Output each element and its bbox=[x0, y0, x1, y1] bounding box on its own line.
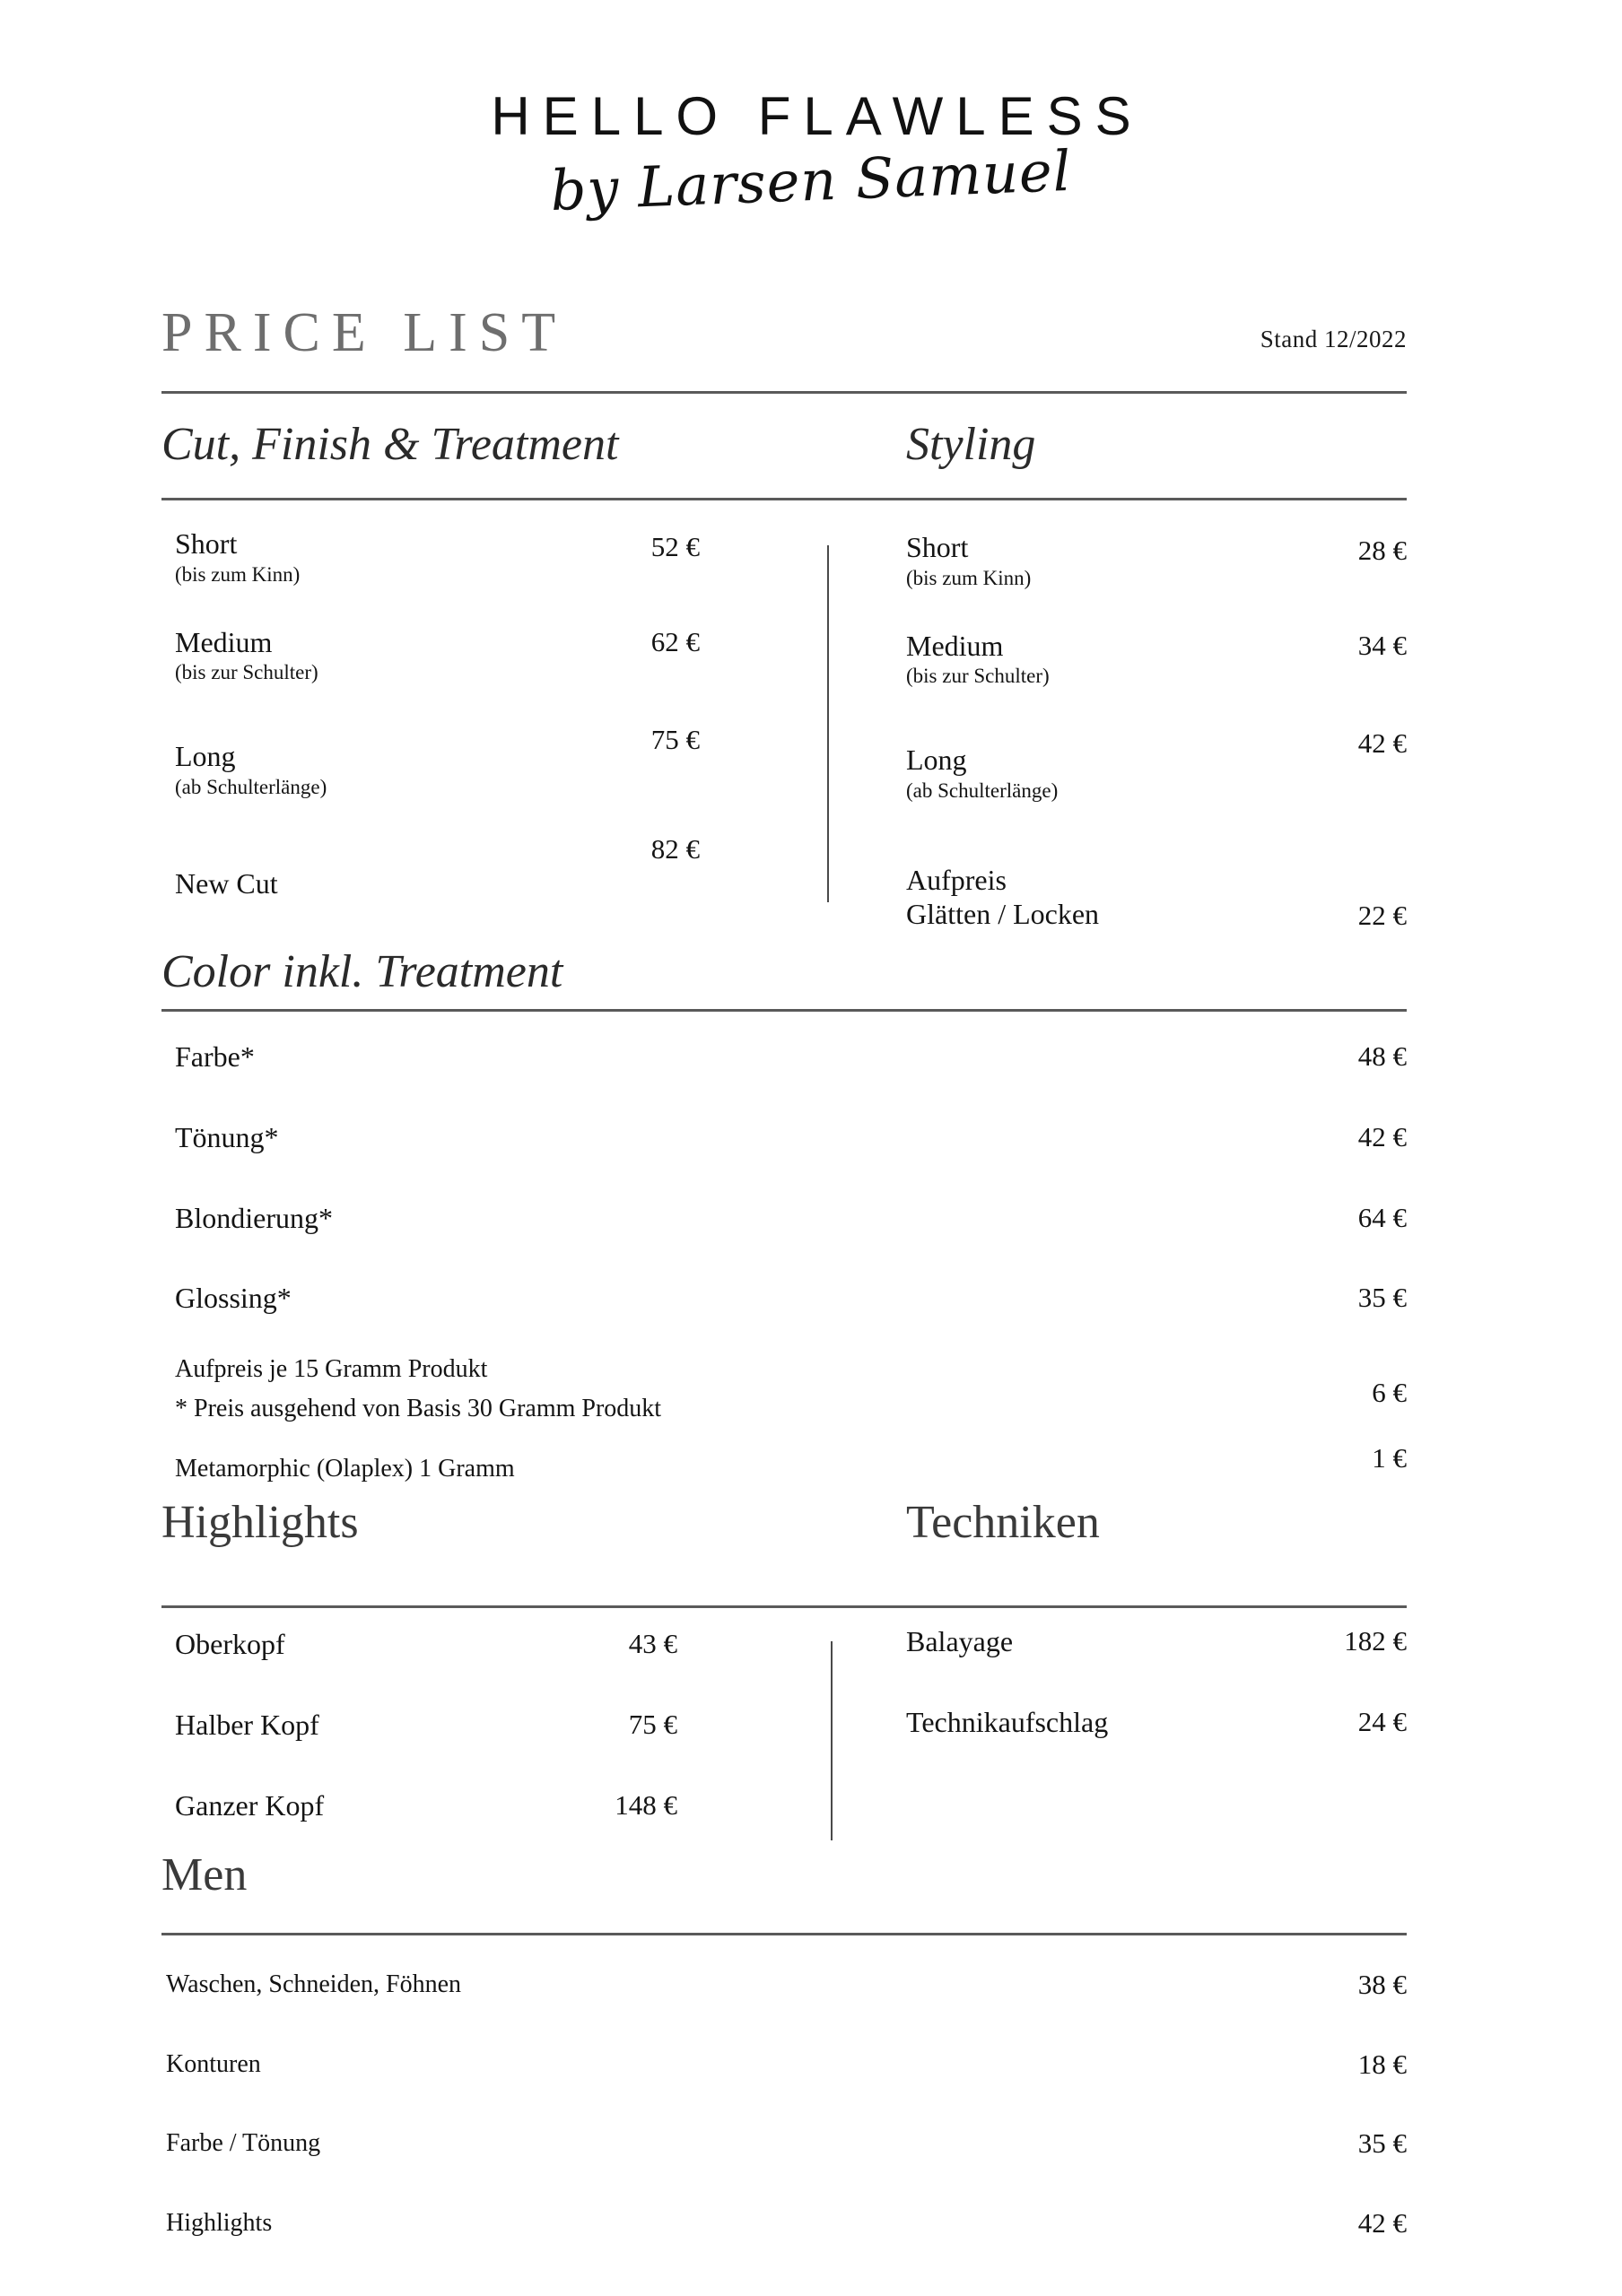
item-subtitle: (bis zum Kinn) bbox=[175, 562, 301, 586]
list-item bbox=[906, 727, 1407, 804]
styling-items-list bbox=[906, 531, 1407, 933]
list-item bbox=[166, 2048, 1407, 2082]
item-subtitle: (bis zur Schulter) bbox=[175, 661, 318, 684]
item-name: Tönung* bbox=[175, 1120, 279, 1153]
item-name-second-line: Glätten / Locken bbox=[906, 897, 1100, 930]
list-item bbox=[175, 1121, 1407, 1155]
item-subtitle: (ab Schulterlänge) bbox=[175, 776, 327, 799]
list-item bbox=[175, 1709, 677, 1743]
list-item bbox=[175, 1202, 1407, 1236]
list-item bbox=[175, 1442, 1407, 1485]
item-price: 43 € bbox=[628, 1628, 677, 1659]
item-name: Long bbox=[906, 744, 967, 777]
item-name: Balayage bbox=[906, 1625, 1014, 1657]
list-item bbox=[906, 531, 1407, 592]
item-name: Metamorphic (Olaplex) 1 Gramm bbox=[175, 1454, 515, 1483]
list-item bbox=[175, 833, 700, 901]
list-item bbox=[166, 2207, 1407, 2240]
divider-under-color bbox=[161, 1009, 1407, 1012]
section-heading-highlights: Highlights bbox=[161, 1497, 359, 1548]
item-price: 75 € bbox=[628, 1708, 677, 1740]
cut-items-list bbox=[175, 527, 700, 901]
item-price: 22 € bbox=[1357, 899, 1407, 931]
item-name: Short bbox=[175, 527, 238, 560]
item-subtitle: (bis zum Kinn) bbox=[906, 566, 1032, 589]
item-name: Technikaufschlag bbox=[906, 1705, 1109, 1738]
techniken-items-list bbox=[906, 1625, 1407, 1740]
item-price: 24 € bbox=[1357, 1705, 1407, 1737]
list-item bbox=[175, 1628, 677, 1662]
item-name: Ganzer Kopf bbox=[175, 1788, 325, 1822]
list-item bbox=[175, 724, 700, 801]
item-price: 35 € bbox=[1357, 1282, 1407, 1314]
item-price: 18 € bbox=[1357, 2048, 1407, 2080]
item-name: Konturen bbox=[166, 2049, 261, 2078]
list-item bbox=[175, 527, 700, 588]
item-price: 48 € bbox=[1357, 1040, 1407, 1072]
divider-under-title bbox=[161, 391, 1407, 394]
item-name: Glossing* bbox=[175, 1282, 292, 1315]
brand-name: HELLO FLAWLESS bbox=[491, 86, 1144, 146]
item-price: 6 € bbox=[1372, 1377, 1407, 1408]
list-item bbox=[175, 1282, 1407, 1316]
item-name: Waschen, Schneiden, Föhnen bbox=[166, 1970, 461, 1998]
highlights-items-list bbox=[175, 1628, 677, 1822]
item-name: Aufpreis bbox=[906, 863, 1007, 896]
list-item bbox=[175, 1040, 1407, 1074]
item-price: 148 € bbox=[615, 1788, 677, 1821]
section-heading-men: Men bbox=[161, 1849, 248, 1900]
list-item bbox=[166, 2127, 1407, 2161]
list-item bbox=[175, 626, 700, 687]
list-item bbox=[906, 837, 1407, 933]
brand-byline: by Larsen Samuel bbox=[549, 137, 1073, 224]
column-divider-highlights-techniken bbox=[831, 1641, 833, 1840]
section-heading-cut: Cut, Finish & Treatment bbox=[161, 419, 619, 470]
item-price: 35 € bbox=[1357, 2127, 1407, 2160]
list-item bbox=[175, 1353, 1407, 1426]
color-items-list bbox=[175, 1040, 1407, 1485]
item-price: 82 € bbox=[650, 832, 700, 865]
item-name: Highlights bbox=[166, 2208, 273, 2237]
page-title-row bbox=[161, 302, 1407, 363]
list-item bbox=[906, 630, 1407, 691]
item-price: 75 € bbox=[650, 724, 700, 756]
men-items-list bbox=[166, 1969, 1407, 2239]
item-name: Halber Kopf bbox=[175, 1708, 319, 1741]
column-divider-cut-styling bbox=[827, 545, 829, 902]
revision-date: Stand 12/2022 bbox=[1260, 326, 1407, 352]
item-price: 182 € bbox=[1344, 1625, 1407, 1657]
section-heading-styling: Styling bbox=[906, 419, 1036, 470]
item-subtitle: (bis zur Schulter) bbox=[906, 665, 1050, 688]
list-item bbox=[166, 1969, 1407, 2002]
divider-under-cut-styling bbox=[161, 498, 1407, 500]
item-subtitle: (ab Schulterlänge) bbox=[906, 779, 1059, 803]
item-name: Long bbox=[175, 740, 236, 773]
item-price: 28 € bbox=[1357, 535, 1407, 566]
page-title: PRICE LIST bbox=[161, 302, 568, 363]
item-price: 42 € bbox=[1357, 2206, 1407, 2239]
item-name: Blondierung* bbox=[175, 1201, 333, 1234]
item-price: 42 € bbox=[1357, 1120, 1407, 1152]
item-price: 1 € bbox=[1372, 1441, 1407, 1474]
item-name: Medium bbox=[175, 625, 273, 658]
item-footnote: * Preis ausgehend von Basis 30 Gramm Produkt bbox=[175, 1395, 662, 1423]
divider-under-highlights bbox=[161, 1605, 1407, 1608]
item-name: Farbe / Tönung bbox=[166, 2129, 321, 2158]
list-item bbox=[175, 1789, 677, 1823]
list-item bbox=[906, 1706, 1407, 1740]
item-name: Short bbox=[906, 531, 969, 563]
item-price: 42 € bbox=[1357, 727, 1407, 760]
item-price: 34 € bbox=[1357, 629, 1407, 661]
item-name: Medium bbox=[906, 629, 1004, 662]
section-heading-techniken: Techniken bbox=[906, 1497, 1100, 1548]
item-name: Farbe* bbox=[175, 1040, 255, 1073]
item-price: 62 € bbox=[650, 625, 700, 657]
divider-under-men bbox=[161, 1933, 1407, 1935]
item-price: 52 € bbox=[650, 531, 700, 562]
section-heading-color: Color inkl. Treatment bbox=[161, 946, 563, 997]
list-item bbox=[906, 1625, 1407, 1659]
item-name: New Cut bbox=[175, 866, 278, 900]
item-price: 38 € bbox=[1357, 1969, 1407, 2000]
item-name: Oberkopf bbox=[175, 1628, 285, 1660]
item-name: Aufpreis je 15 Gramm Produkt bbox=[175, 1355, 488, 1383]
item-price: 64 € bbox=[1357, 1201, 1407, 1233]
brand-logo bbox=[0, 86, 1622, 224]
